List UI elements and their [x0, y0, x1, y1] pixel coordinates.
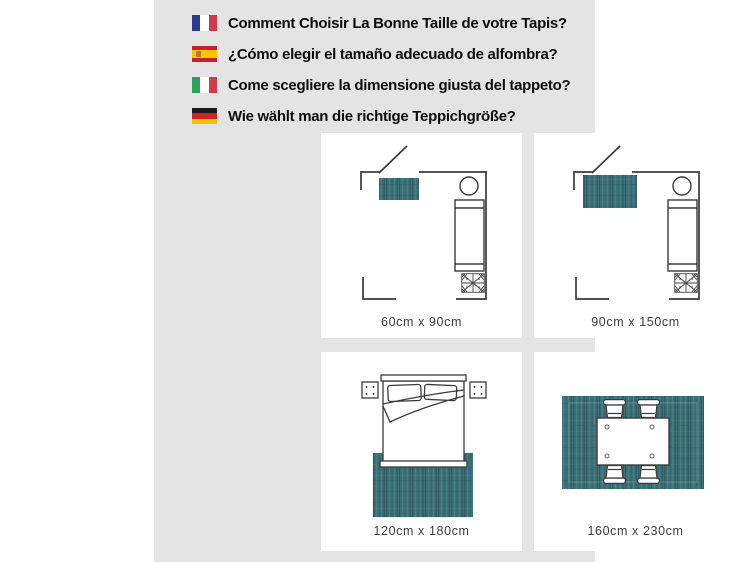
header-text-spanish: ¿Cómo elegir el tamaño adecuado de alfombra? — [228, 45, 558, 63]
sofa-icon — [668, 200, 697, 271]
header-line-french — [192, 15, 570, 31]
header-language-lines — [192, 15, 570, 139]
header-text-french: Comment Choisir La Bonne Taille de votre Tapis? — [228, 14, 567, 32]
header-line-spanish — [192, 46, 570, 62]
potted-plant-icon — [462, 274, 485, 293]
header-line-german — [192, 108, 570, 124]
rug-swatch-60x90 — [379, 178, 419, 200]
pillow-right — [424, 384, 457, 400]
center-gray-panel — [154, 0, 684, 562]
card-bedroom-rug — [321, 352, 522, 551]
dining-top-view-svg — [534, 352, 737, 551]
card-room-small-rug — [321, 133, 522, 338]
header-line-italian — [192, 77, 570, 93]
floor-plan-small-rug-svg — [321, 133, 522, 338]
floor-plan-medium-rug-svg — [534, 133, 737, 338]
spain-coat-of-arms-icon — [196, 51, 201, 57]
potted-plant-icon — [675, 274, 698, 293]
spain-flag-icon — [192, 46, 217, 62]
door-swing-line — [379, 146, 407, 173]
size-label: 90cm x 150cm — [591, 315, 680, 329]
italy-flag-icon — [192, 77, 217, 93]
footboard — [380, 461, 467, 467]
card-room-medium-rug — [534, 133, 737, 338]
size-label: 160cm x 230cm — [587, 524, 684, 538]
header-text-italian: Come scegliere la dimensione giusta del tappeto? — [228, 76, 571, 94]
size-label: 60cm x 90cm — [381, 315, 462, 329]
rug-size-grid — [321, 133, 737, 551]
nightstand-right — [470, 382, 486, 398]
bed-icon — [380, 375, 467, 467]
chair-bottom-left-icon — [604, 466, 626, 484]
chair-top-left-icon — [604, 400, 626, 418]
rug-swatch-90x150 — [583, 175, 637, 208]
france-flag-icon — [192, 15, 217, 31]
headboard — [381, 375, 466, 381]
bedroom-top-view-svg — [321, 352, 522, 551]
chair-top-right-icon — [638, 400, 660, 418]
chair-bottom-right-icon — [638, 466, 660, 484]
side-table-icon — [460, 177, 478, 195]
door-swing-line — [592, 146, 620, 173]
side-table-icon — [673, 177, 691, 195]
card-dining-rug — [534, 352, 737, 551]
nightstand-left — [362, 382, 378, 398]
sofa-icon — [455, 200, 484, 271]
germany-flag-icon — [192, 108, 217, 124]
size-label: 120cm x 180cm — [373, 524, 470, 538]
header-text-german: Wie wählt man die richtige Teppichgröße? — [228, 107, 516, 125]
